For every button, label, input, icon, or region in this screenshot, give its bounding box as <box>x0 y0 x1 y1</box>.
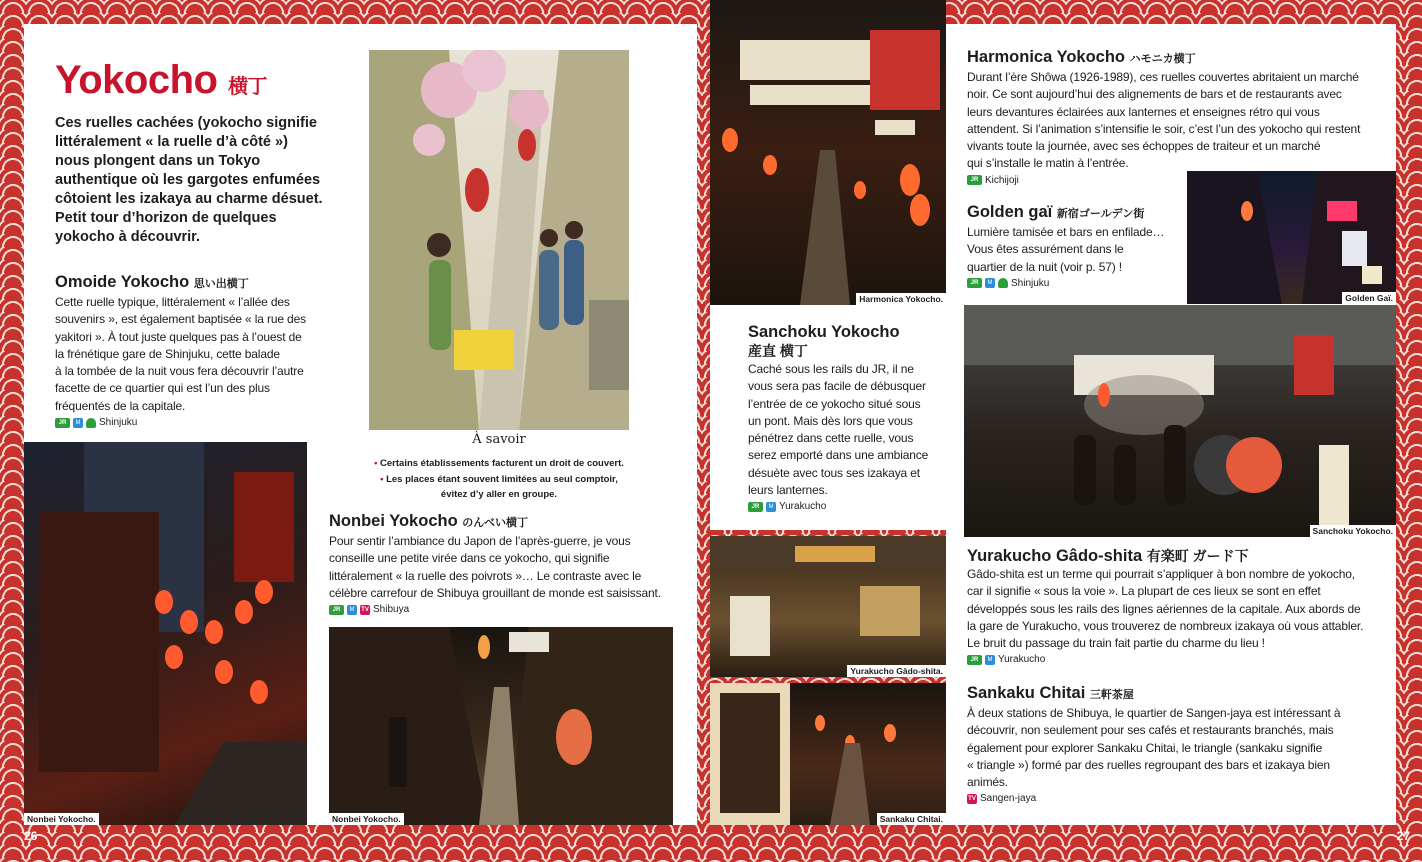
sankaku-section <box>967 684 1392 804</box>
yurakucho-title: Yurakucho Gâdo-shita 有楽町 ガード下 <box>967 547 1249 565</box>
omoide-section <box>55 273 335 428</box>
nonbei-section <box>329 512 689 615</box>
harmonica-body: Durant l’ère Shôwa (1926-1989), ces ruelles couvertes abritaient un marché noir. Ce sont aujourd’hui des alignements de bars et de restaurants avec leurs devantures éclairées aux lanternes et enseignes rétro qui vous attendent. Si l’animation s’intensifie le soir, c’est l’un des yokocho qui restent vivants toute la journée, avec ses échoppes de traiteur et un marché qui s’installe le matin à l’entrée. <box>967 70 1361 171</box>
yurakucho-section <box>967 547 1392 665</box>
photo-caption: Nonbei Yokocho. <box>329 813 404 825</box>
sankaku-title: Sankaku Chitai 三軒茶屋 <box>967 684 1134 702</box>
sanchoku-station: JR M Yurakucho <box>748 501 943 512</box>
nonbei-photo-1 <box>24 442 307 825</box>
omoide-station: JR M Shinjuku <box>55 417 335 428</box>
photo-caption: Sankaku Chitai. <box>877 813 946 825</box>
harmonica-title: Harmonica Yokocho ハモニカ横丁 <box>967 48 1196 66</box>
sankaku-photo <box>710 683 946 825</box>
tokyu-icon: TV <box>361 606 369 613</box>
metro-icon: M <box>985 655 995 665</box>
page-number: 27 <box>1396 829 1410 843</box>
sanchoku-photo <box>964 305 1396 537</box>
right-page <box>946 24 1410 843</box>
harmonica-section <box>967 48 1387 186</box>
golden-title: Golden gaï 新宿ゴールデン街 <box>967 203 1145 221</box>
harmonica-photo <box>710 0 946 305</box>
omoide-body: Cette ruelle typique, littéralement « l’allée des souvenirs », est également baptisée « la rue des yakitori ». À tout juste quelques pas à l’ouest de la frénétique gare de Shinjuku, cette balade à la tombée de la nuit vous fera découvrir l’autre facette de ce quartier qui est l’un des plus fréquentés de la capitale. <box>55 295 306 413</box>
jr-icon: JR <box>967 278 982 288</box>
photo-caption: Harmonica Yokocho. <box>856 293 946 305</box>
jr-icon: JR <box>967 175 982 185</box>
yurakucho-station: JR M Yurakucho <box>967 654 1392 665</box>
sanchoku-title: Sanchoku Yokocho 産直 横丁 <box>748 323 900 359</box>
golden-station: JR M Shinjuku <box>967 278 1177 289</box>
page-title: Yokocho 横丁 <box>55 58 268 102</box>
left-page <box>24 24 697 843</box>
yurakucho-photo <box>710 536 946 677</box>
metro-icon: M <box>347 605 357 615</box>
photo-caption: Sanchoku Yokocho. <box>1310 525 1396 537</box>
photo-caption: Nonbei Yokocho. <box>24 813 99 825</box>
tokyu-icon: TV <box>968 795 976 802</box>
nonbei-station: JR M TV Shibuya <box>329 604 689 615</box>
keio-icon <box>998 278 1008 288</box>
jr-icon: JR <box>329 605 344 615</box>
alley-illustration <box>369 50 629 430</box>
sankaku-body: À deux stations de Shibuya, le quartier de Sangen-jaya est intéressant à découvrir, non seulement pour ses cafés et restaurants branchés, mais également pour explorer Sankaku Chitai, le triangle (sankaku signifie « triangle ») formé par des ruelles regroupant des bars et izakaya bien animés. <box>967 706 1341 790</box>
nonbei-photo-2 <box>329 627 673 825</box>
metro-icon: M <box>73 418 83 428</box>
nonbei-title: Nonbei Yokocho のんべい横丁 <box>329 512 529 530</box>
jr-icon: JR <box>55 418 70 428</box>
a-savoir-heading: À savoir <box>472 432 526 447</box>
metro-icon: M <box>766 502 776 512</box>
yurakucho-body: Gâdo-shita est un terme qui pourrait s’appliquer à bon nombre de yokocho, car il signifie « sous la voie ». La plupart de ces lieux se sont en effet développés sous les rails des lignes aériennes de la capitale. Aux abords de la gare de Yurakucho, vous trouverez de nombreux izakaya où vous attabler. Le bruit du passage du train fait partie du charme du lieu ! <box>967 567 1364 651</box>
metro-icon: M <box>985 278 995 288</box>
sanchoku-body: Caché sous les rails du JR, il ne vous sera pas facile de débusquer l’entrée de ce yokocho situé sous un pont. Mais dès lors que vous pénétrez dans cette ruelle, vous serez emporté dans une ambiance désuète avec tous ses izakaya et leurs lanternes. <box>748 362 929 498</box>
photo-caption: Golden Gaï. <box>1342 292 1396 304</box>
photo-caption: Yurakucho Gâdo-shita. <box>847 665 946 677</box>
golden-body: Lumière tamisée et bars en enfilade… Vous êtes assurément dans le quartier de la nuit (voir p. 57) ! <box>967 225 1165 274</box>
harmonica-station: JR Kichijoji <box>967 175 1387 186</box>
omoide-title: Omoide Yokocho 思い出横丁 <box>55 273 249 291</box>
a-savoir-list: • Certains établissements facturent un droit de couvert. • Les places étant souvent limitées au seul comptoir, évitez d’y aller en groupe. <box>374 458 624 500</box>
golden-photo <box>1187 171 1396 304</box>
nonbei-body: Pour sentir l’ambiance du Japon de l’après-guerre, je vous conseille une petite virée dans ce yokocho, qui signifie littéralement « la ruelle des poivrots »… Le contraste avec le célèbre carrefour de Shibuya grouillant de monde est saisissant. <box>329 534 661 600</box>
intro-text: Ces ruelles cachées (yokocho signifie littéralement « la ruelle d’à côté ») nous plongent dans un Tokyo authentique où les gargotes enfumées côtoient les izakaya au charme désuet. Petit tour d’horizon de quelques yokocho à découvrir. <box>55 115 323 245</box>
sankaku-station: TV Sangen-jaya <box>968 793 1037 805</box>
jr-icon: JR <box>967 655 982 665</box>
page-number: 26 <box>24 829 38 843</box>
jr-icon: JR <box>748 502 763 512</box>
golden-section <box>967 203 1177 289</box>
sanchoku-panel <box>710 305 946 530</box>
keio-icon <box>86 418 96 428</box>
